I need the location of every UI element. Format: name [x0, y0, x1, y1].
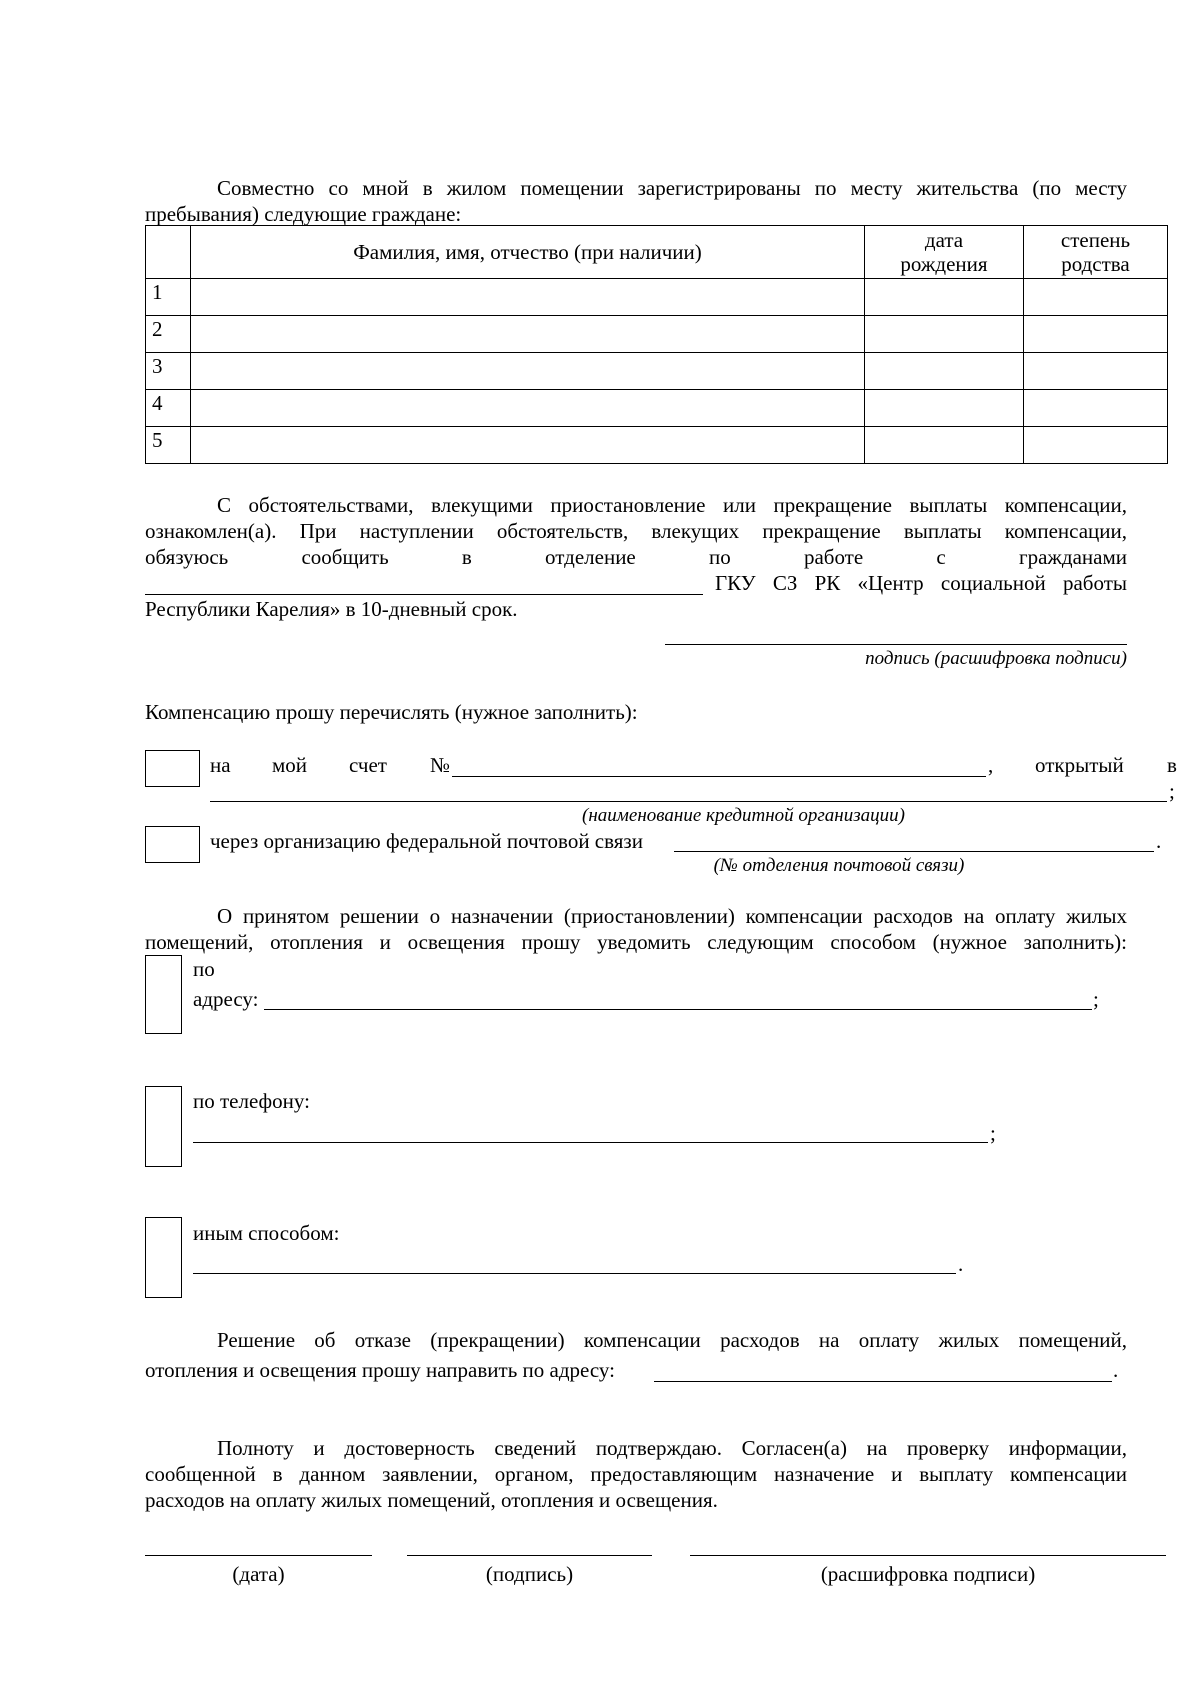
- notify-paragraph: [145, 903, 1127, 955]
- header-relationship: [1024, 226, 1168, 279]
- registered-intro: Совместно со мной в жилом помещении зарегистрированы по месту жительства (по месту пребывания) следующие граждане:: [145, 176, 1127, 226]
- account-w1: на: [210, 753, 231, 777]
- header-birth-line2: рождения: [900, 252, 988, 276]
- notify-line2: помещений, отопления и освещения прошу уведомить следующим способом (нужное заполнить):: [145, 930, 1127, 954]
- refusal-line2: отопления и освещения прошу направить по адресу:: [145, 1358, 615, 1382]
- notify-address-label1: по: [193, 957, 215, 981]
- account-end: ;: [1169, 779, 1175, 803]
- bank-name-caption: (наименование кредитной организации): [582, 805, 905, 826]
- signature-field[interactable]: [407, 1555, 652, 1556]
- header-name: Фамилия, имя, отчество (при наличии): [191, 226, 865, 279]
- post-office-caption: (№ отделения почтовой связи): [713, 855, 965, 876]
- confirm-line1: Полноту и достоверность сведений подтверждаю. Согласен(а) на проверку информации,: [217, 1436, 1127, 1460]
- birth-cell[interactable]: [865, 316, 1024, 353]
- notify-phone-label: по телефону:: [193, 1089, 310, 1113]
- notify-address-field[interactable]: [264, 1009, 1092, 1010]
- header-rel-line1: степень: [1060, 228, 1131, 252]
- notify-address-end: ;: [1093, 987, 1099, 1011]
- table-row: [146, 427, 1168, 464]
- account-w4: №: [430, 753, 451, 777]
- account-checkbox[interactable]: [145, 750, 200, 787]
- notify-other-field[interactable]: [193, 1273, 956, 1274]
- registered-citizens-table: [145, 225, 1168, 464]
- notify-other-checkbox[interactable]: [145, 1217, 182, 1298]
- header-index-cell: [146, 226, 191, 279]
- account-w2: мой: [272, 753, 308, 777]
- birth-cell[interactable]: [865, 390, 1024, 427]
- notify-address-label2: адресу:: [193, 987, 259, 1011]
- refusal-end: .: [1113, 1358, 1119, 1382]
- date-field[interactable]: [145, 1555, 372, 1556]
- notify-other-label: иным способом:: [193, 1221, 340, 1245]
- table-header-row: [146, 226, 1168, 279]
- relation-cell[interactable]: [1024, 353, 1168, 390]
- notify-phone-end: ;: [990, 1121, 996, 1145]
- refusal-address-field[interactable]: [654, 1381, 1112, 1382]
- refusal-paragraph: [145, 1327, 1127, 1353]
- obligation-line4: ГКУ СЗ РК «Центр социальной работы: [715, 571, 1127, 595]
- name-cell[interactable]: [191, 427, 865, 464]
- post-label: через организацию федеральной почтовой связи: [210, 829, 643, 853]
- name-cell[interactable]: [191, 353, 865, 390]
- confirm-line2: сообщенной в данном заявлении, органом, предоставляющим назначение и выплату компенсации: [145, 1462, 1127, 1486]
- post-checkbox[interactable]: [145, 826, 200, 863]
- birth-cell[interactable]: [865, 427, 1024, 464]
- post-office-field[interactable]: [674, 851, 1154, 852]
- name-cell[interactable]: [191, 279, 865, 316]
- notify-line1: О принятом решении о назначении (приостановлении) компенсации расходов на оплату жилых: [217, 904, 1127, 928]
- obligation-line1: С обстоятельствами, влекущими приостановление или прекращение выплаты компенсации,: [217, 493, 1127, 517]
- signature-decoding-caption: (расшифровка подписи): [820, 1562, 1036, 1586]
- confirm-paragraph: [145, 1435, 1127, 1513]
- name-cell[interactable]: [191, 390, 865, 427]
- account-comma: ,: [988, 753, 994, 777]
- account-w3: счет: [349, 753, 387, 777]
- notify-phone-field[interactable]: [193, 1142, 988, 1143]
- bank-name-field[interactable]: [210, 801, 1167, 802]
- table-row: [146, 353, 1168, 390]
- refusal-line1: Решение об отказе (прекращении) компенсации расходов на оплату жилых помещений,: [217, 1328, 1127, 1352]
- name-cell[interactable]: [191, 316, 865, 353]
- signature-decoding-field[interactable]: [690, 1555, 1166, 1556]
- row-number: 2: [146, 316, 191, 353]
- birth-cell[interactable]: [865, 279, 1024, 316]
- table-row: [146, 390, 1168, 427]
- row-number: 1: [146, 279, 191, 316]
- row-number: 5: [146, 427, 191, 464]
- obligation-line5: Республики Карелия» в 10-дневный срок.: [145, 597, 518, 621]
- header-rel-line2: родства: [1061, 252, 1130, 276]
- notify-phone-checkbox[interactable]: [145, 1086, 182, 1167]
- header-birth-line1: дата: [924, 228, 964, 252]
- obligation-paragraph: [145, 492, 1127, 622]
- header-birth-date: [865, 226, 1024, 279]
- confirm-line3: расходов на оплату жилых помещений, отопления и освещения.: [145, 1488, 718, 1512]
- obligation-line3: обязуюсь сообщить в отделение по работе с гражданами: [145, 545, 1127, 569]
- date-caption: (дата): [232, 1562, 285, 1586]
- obligation-signature-field[interactable]: [665, 644, 1127, 645]
- relation-cell[interactable]: [1024, 390, 1168, 427]
- relation-cell[interactable]: [1024, 427, 1168, 464]
- relation-cell[interactable]: [1024, 279, 1168, 316]
- obligation-line4-row: [145, 570, 1127, 596]
- account-number-field[interactable]: [452, 776, 986, 777]
- payment-heading: Компенсацию прошу перечислять (нужное заполнить):: [145, 700, 638, 724]
- post-end: .: [1156, 829, 1162, 853]
- account-w6: в: [1167, 753, 1177, 777]
- table-row: [146, 279, 1168, 316]
- department-name-field[interactable]: [145, 594, 703, 595]
- row-number: 4: [146, 390, 191, 427]
- obligation-signature-caption: подпись (расшифровка подписи): [865, 648, 1127, 669]
- birth-cell[interactable]: [865, 353, 1024, 390]
- relation-cell[interactable]: [1024, 316, 1168, 353]
- account-w5: открытый: [1035, 753, 1124, 777]
- obligation-line2: ознакомлен(а). При наступлении обстоятельств, влекущих прекращение выплаты компенсации,: [145, 519, 1127, 543]
- notify-other-end: .: [958, 1252, 964, 1276]
- table-row: [146, 316, 1168, 353]
- notify-address-checkbox[interactable]: [145, 955, 182, 1034]
- signature-caption: (подпись): [485, 1562, 574, 1586]
- row-number: 3: [146, 353, 191, 390]
